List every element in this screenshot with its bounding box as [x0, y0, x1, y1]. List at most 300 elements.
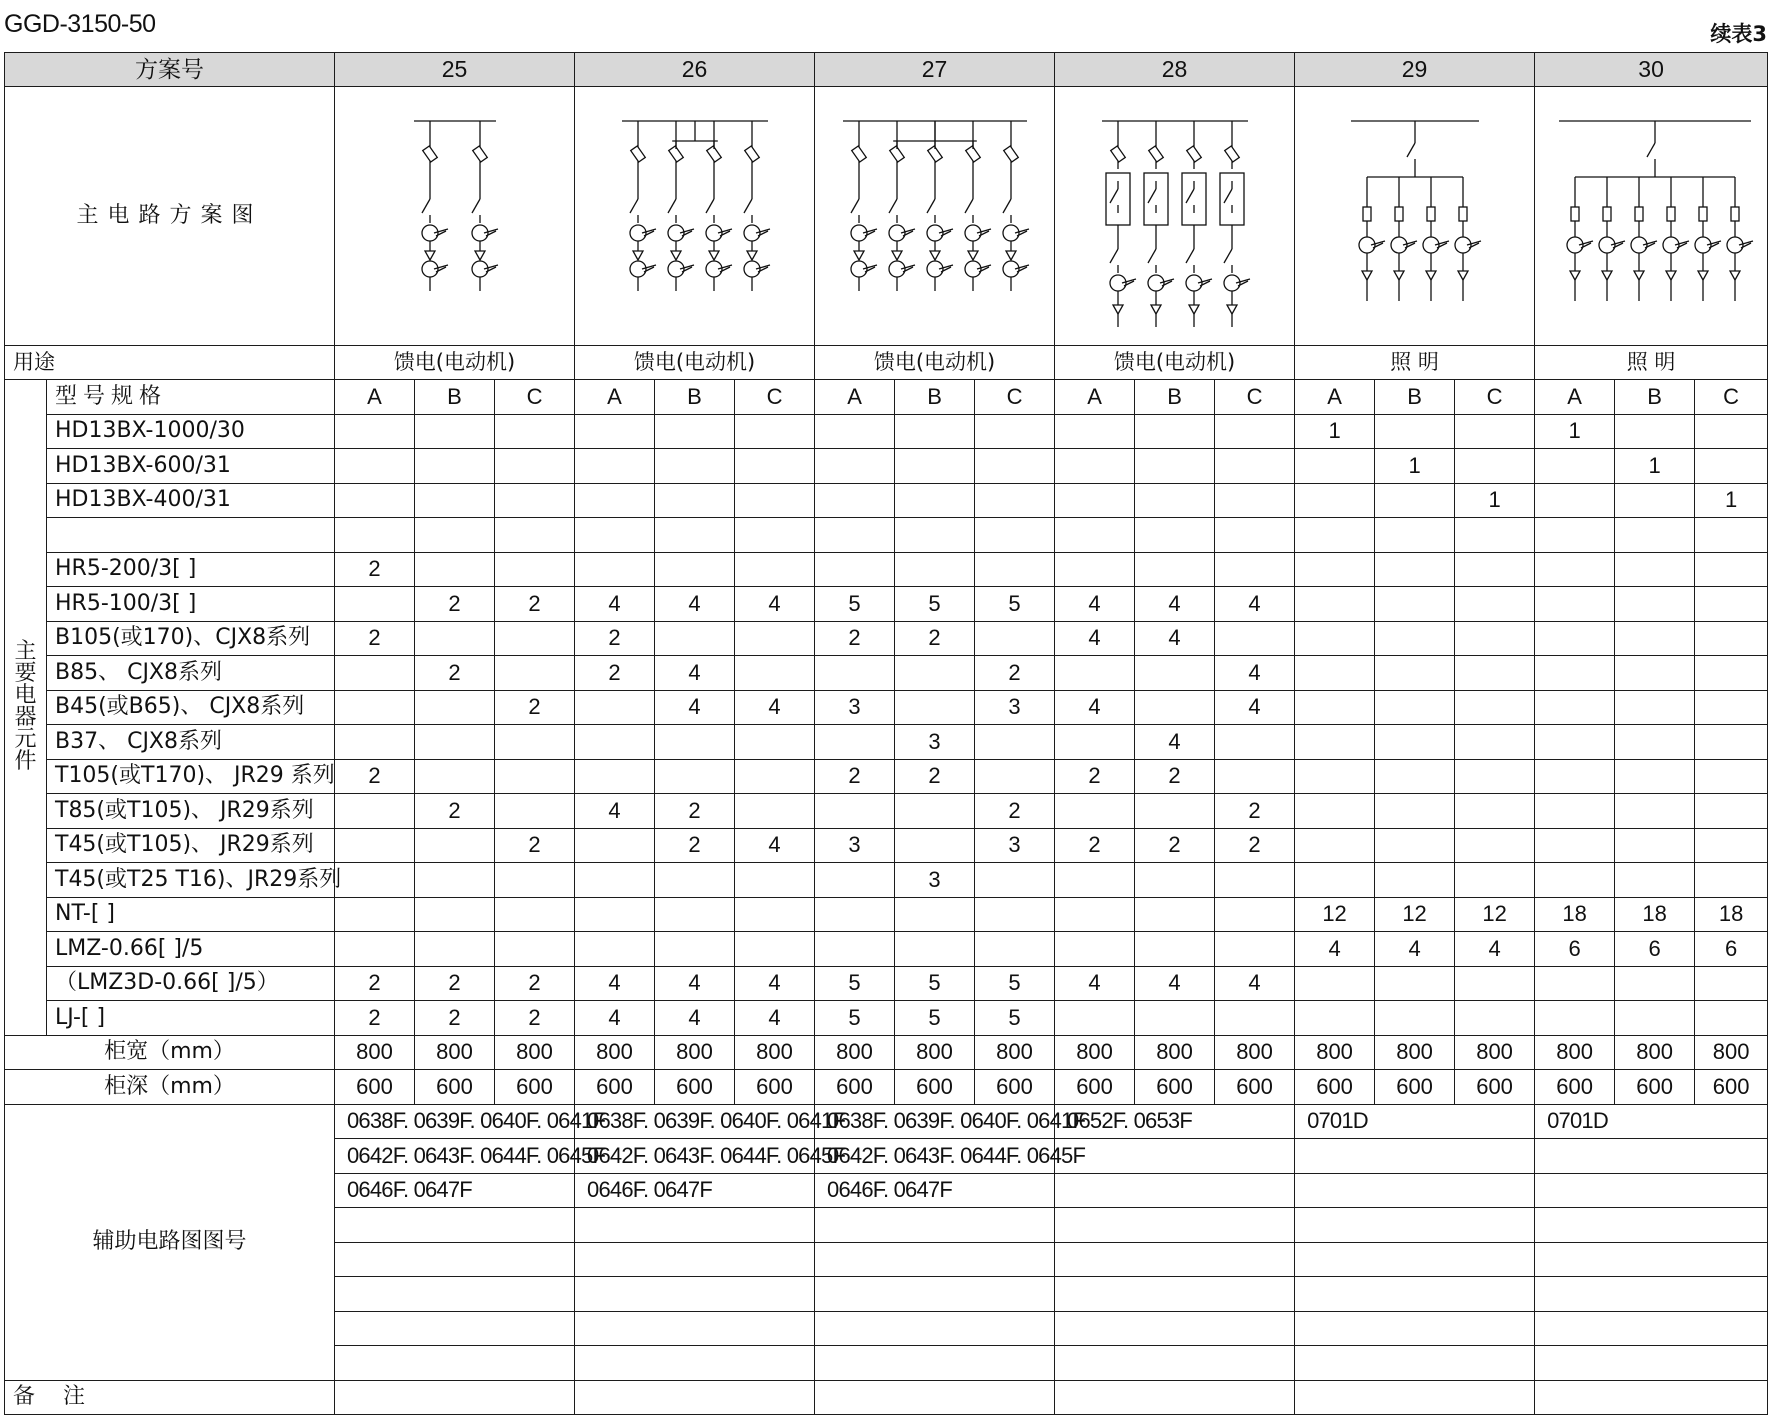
usage-row — [5, 346, 1768, 380]
component-qty — [975, 863, 1055, 898]
component-qty — [1615, 725, 1695, 760]
component-qty — [1055, 863, 1135, 898]
cabinet-width-row-value: 800 — [655, 1035, 735, 1070]
component-qty: 2 — [415, 656, 495, 691]
component-qty — [415, 690, 495, 725]
component-qty — [1375, 1001, 1455, 1036]
aux-circuit-code — [1295, 1173, 1535, 1208]
cabinet-depth-row-value: 600 — [815, 1070, 895, 1105]
component-qty: 12 — [1455, 897, 1535, 932]
component-qty — [815, 932, 895, 967]
component-qty: 4 — [655, 690, 735, 725]
circuit-diagram-3 — [815, 87, 1055, 346]
sub-column-header: B — [655, 380, 735, 415]
component-qty — [1055, 897, 1135, 932]
aux-circuit-code — [1055, 1311, 1295, 1346]
component-qty — [1615, 1001, 1695, 1036]
diagram-label: 主电路方案图 — [5, 87, 335, 346]
component-qty — [575, 552, 655, 587]
component-name: HD13BX-400/31 — [47, 483, 335, 518]
cabinet-depth-row-value: 600 — [1375, 1070, 1455, 1105]
aux-circuit-code: 0701D — [1295, 1104, 1535, 1139]
aux-circuit-code — [575, 1242, 815, 1277]
single-line-diagram — [575, 91, 815, 341]
component-qty: 12 — [1295, 897, 1375, 932]
component-qty: 2 — [975, 794, 1055, 829]
component-qty — [1375, 483, 1455, 518]
component-qty: 2 — [335, 552, 415, 587]
component-qty — [895, 897, 975, 932]
component-qty — [1615, 690, 1695, 725]
component-qty: 4 — [735, 966, 815, 1001]
component-qty — [495, 449, 575, 484]
component-qty: 3 — [975, 690, 1055, 725]
component-name: T85(或T105)、 JR29系列 — [47, 794, 335, 829]
component-qty: 4 — [1135, 587, 1215, 622]
component-qty — [655, 863, 735, 898]
cabinet-width-row-value: 800 — [815, 1035, 895, 1070]
component-qty — [975, 552, 1055, 587]
component-qty: 2 — [495, 1001, 575, 1036]
aux-circuit-code: 0646F. 0647F — [815, 1173, 1055, 1208]
component-qty — [1055, 414, 1135, 449]
single-line-diagram — [335, 91, 575, 341]
component-row — [5, 794, 1768, 829]
component-qty — [1135, 483, 1215, 518]
component-qty — [1695, 690, 1768, 725]
component-qty — [1455, 966, 1535, 1001]
component-qty — [655, 483, 735, 518]
component-qty: 2 — [1215, 828, 1295, 863]
component-qty — [1055, 518, 1135, 553]
component-qty — [415, 483, 495, 518]
component-qty — [575, 690, 655, 725]
component-qty — [1055, 449, 1135, 484]
scheme-label: 方案号 — [5, 53, 335, 87]
component-qty — [975, 414, 1055, 449]
sub-column-header: A — [815, 380, 895, 415]
aux-circuit-code — [1535, 1242, 1768, 1277]
component-qty — [575, 759, 655, 794]
component-qty — [1695, 966, 1768, 1001]
component-qty: 2 — [895, 621, 975, 656]
component-qty — [1615, 759, 1695, 794]
component-name: （LMZ3D-0.66[ ]/5） — [47, 966, 335, 1001]
sub-column-header: C — [1695, 380, 1768, 415]
component-name: B45(或B65)、 CJX8系列 — [47, 690, 335, 725]
component-qty — [495, 621, 575, 656]
circuit-diagram-1 — [335, 87, 575, 346]
component-qty — [335, 587, 415, 622]
component-qty — [415, 621, 495, 656]
component-qty — [815, 863, 895, 898]
component-qty — [1215, 518, 1295, 553]
aux-circuit-code — [335, 1242, 575, 1277]
component-qty — [415, 897, 495, 932]
cabinet-depth-row-value: 600 — [1215, 1070, 1295, 1105]
component-qty — [655, 518, 735, 553]
component-name: HD13BX-600/31 — [47, 449, 335, 484]
remarks-cell — [575, 1380, 815, 1415]
component-qty: 4 — [1055, 690, 1135, 725]
component-qty — [1055, 552, 1135, 587]
component-qty: 5 — [895, 1001, 975, 1036]
main-components-label — [5, 380, 47, 1036]
component-name: NT-[ ] — [47, 897, 335, 932]
aux-circuit-code — [335, 1346, 575, 1381]
single-line-diagram — [1295, 91, 1535, 341]
component-name: B85、 CJX8系列 — [47, 656, 335, 691]
component-row — [5, 414, 1768, 449]
circuit-diagram-2 — [575, 87, 815, 346]
component-qty — [1455, 690, 1535, 725]
component-row — [5, 518, 1768, 553]
aux-circuit-code: 0642F. 0643F. 0644F. 0645F — [815, 1139, 1055, 1174]
component-qty — [1455, 518, 1535, 553]
aux-circuit-code: 0638F. 0639F. 0640F. 0641F — [815, 1104, 1055, 1139]
component-qty — [655, 552, 735, 587]
component-qty: 5 — [975, 587, 1055, 622]
aux-circuit-code — [815, 1346, 1055, 1381]
component-qty — [1295, 725, 1375, 760]
component-qty: 1 — [1695, 483, 1768, 518]
component-qty — [1695, 828, 1768, 863]
component-qty — [575, 932, 655, 967]
component-qty — [1135, 449, 1215, 484]
component-qty — [975, 897, 1055, 932]
component-qty — [1455, 587, 1535, 622]
component-qty — [1615, 518, 1695, 553]
component-qty: 1 — [1535, 414, 1615, 449]
component-qty: 2 — [495, 587, 575, 622]
component-qty: 4 — [1055, 621, 1135, 656]
component-qty — [415, 552, 495, 587]
component-qty: 4 — [655, 656, 735, 691]
cabinet-depth-row-value: 600 — [895, 1070, 975, 1105]
component-qty — [415, 759, 495, 794]
component-qty — [735, 794, 815, 829]
component-qty: 4 — [1215, 690, 1295, 725]
component-qty: 5 — [975, 966, 1055, 1001]
component-qty — [1375, 828, 1455, 863]
aux-circuit-code — [1295, 1139, 1535, 1174]
component-qty — [495, 794, 575, 829]
component-name: T45(或T25 T16)、JR29系列 — [47, 863, 335, 898]
component-qty — [1375, 794, 1455, 829]
component-qty: 2 — [335, 966, 415, 1001]
component-qty — [335, 483, 415, 518]
aux-circuit-code — [1535, 1173, 1768, 1208]
remarks-cell — [335, 1380, 575, 1415]
aux-circuit-code — [1055, 1173, 1295, 1208]
component-qty: 2 — [975, 656, 1055, 691]
component-qty — [575, 863, 655, 898]
usage-value: 馈电(电动机) — [815, 346, 1055, 380]
component-row — [5, 725, 1768, 760]
aux-circuit-code — [1055, 1208, 1295, 1243]
circuit-diagram-6 — [1535, 87, 1768, 346]
component-qty — [1535, 794, 1615, 829]
component-qty — [1135, 552, 1215, 587]
component-qty: 4 — [1055, 587, 1135, 622]
component-qty — [655, 932, 735, 967]
component-qty: 5 — [975, 1001, 1055, 1036]
component-name: LMZ-0.66[ ]/5 — [47, 932, 335, 967]
component-qty — [1375, 587, 1455, 622]
component-qty — [1295, 587, 1375, 622]
component-qty — [1055, 794, 1135, 829]
component-qty — [495, 759, 575, 794]
component-qty — [1535, 621, 1615, 656]
component-qty: 4 — [1295, 932, 1375, 967]
component-qty — [1455, 621, 1535, 656]
component-qty — [1215, 725, 1295, 760]
cabinet-width-row-value: 800 — [1295, 1035, 1375, 1070]
component-qty: 2 — [655, 794, 735, 829]
cabinet-depth-row-value: 600 — [1695, 1070, 1768, 1105]
component-qty: 4 — [735, 587, 815, 622]
component-qty — [975, 759, 1055, 794]
aux-circuit-code: 0652F. 0653F — [1055, 1104, 1295, 1139]
component-name — [47, 518, 335, 553]
component-qty — [1055, 725, 1135, 760]
component-qty: 5 — [895, 587, 975, 622]
aux-circuit-code — [575, 1277, 815, 1312]
sub-column-header: C — [735, 380, 815, 415]
usage-value: 照 明 — [1295, 346, 1535, 380]
component-qty: 3 — [815, 828, 895, 863]
component-qty — [335, 725, 415, 760]
aux-circuit-code — [1295, 1242, 1535, 1277]
aux-circuit-code — [1295, 1311, 1535, 1346]
sub-column-header: C — [1455, 380, 1535, 415]
component-qty — [1055, 656, 1135, 691]
component-qty — [1695, 621, 1768, 656]
component-qty — [895, 656, 975, 691]
component-qty — [575, 828, 655, 863]
cabinet-depth-row-value: 600 — [735, 1070, 815, 1105]
component-qty — [655, 897, 735, 932]
cabinet-width-row-value: 800 — [415, 1035, 495, 1070]
cabinet-depth-row-value: 600 — [1295, 1070, 1375, 1105]
sub-column-header: B — [415, 380, 495, 415]
component-qty: 6 — [1535, 932, 1615, 967]
component-qty — [1455, 656, 1535, 691]
component-qty — [1615, 483, 1695, 518]
component-qty — [1695, 1001, 1768, 1036]
usage-label: 用途 — [5, 346, 335, 380]
usage-value: 馈电(电动机) — [335, 346, 575, 380]
aux-circuit-code — [335, 1311, 575, 1346]
aux-circuit-label: 辅助电路图图号 — [5, 1104, 335, 1380]
aux-circuit-code — [815, 1242, 1055, 1277]
scheme-number: 28 — [1055, 53, 1295, 87]
component-qty — [1295, 828, 1375, 863]
scheme-number: 26 — [575, 53, 815, 87]
component-qty — [495, 414, 575, 449]
component-qty: 2 — [335, 759, 415, 794]
component-qty — [1615, 552, 1695, 587]
cabinet-depth-row-value: 600 — [415, 1070, 495, 1105]
aux-circuit-code — [815, 1311, 1055, 1346]
component-qty — [1615, 414, 1695, 449]
component-qty — [735, 518, 815, 553]
component-qty — [335, 828, 415, 863]
component-qty — [575, 414, 655, 449]
component-qty — [815, 794, 895, 829]
component-qty — [735, 863, 815, 898]
component-qty — [975, 483, 1055, 518]
cabinet-width-row-value: 800 — [895, 1035, 975, 1070]
component-qty: 2 — [495, 966, 575, 1001]
component-qty — [815, 897, 895, 932]
component-qty: 18 — [1695, 897, 1768, 932]
component-qty — [1295, 794, 1375, 829]
component-qty — [1295, 656, 1375, 691]
component-qty — [655, 414, 735, 449]
component-qty — [1695, 587, 1768, 622]
component-qty: 2 — [575, 656, 655, 691]
sub-column-header: C — [975, 380, 1055, 415]
component-qty — [1375, 725, 1455, 760]
component-qty — [495, 656, 575, 691]
component-qty — [1615, 621, 1695, 656]
component-qty — [1215, 449, 1295, 484]
component-qty: 3 — [975, 828, 1055, 863]
component-qty — [335, 414, 415, 449]
component-qty — [1535, 518, 1615, 553]
component-row — [5, 449, 1768, 484]
component-row — [5, 483, 1768, 518]
component-qty — [415, 932, 495, 967]
aux-circuit-code — [1295, 1208, 1535, 1243]
component-qty: 2 — [1135, 759, 1215, 794]
component-qty — [1455, 759, 1535, 794]
component-qty: 4 — [1055, 966, 1135, 1001]
aux-circuit-code: 0642F. 0643F. 0644F. 0645F — [575, 1139, 815, 1174]
component-qty: 4 — [1135, 621, 1215, 656]
component-row — [5, 552, 1768, 587]
component-qty: 1 — [1375, 449, 1455, 484]
cabinet-width-row-value: 800 — [1535, 1035, 1615, 1070]
component-qty: 5 — [815, 966, 895, 1001]
scheme-table — [4, 52, 1768, 1415]
component-row — [5, 828, 1768, 863]
group-label-char: 器 — [14, 705, 37, 731]
aux-circuit-code: 0701D — [1535, 1104, 1768, 1139]
component-qty — [1375, 690, 1455, 725]
component-qty — [1455, 1001, 1535, 1036]
component-name: HR5-100/3[ ] — [47, 587, 335, 622]
component-qty — [815, 656, 895, 691]
single-line-diagram — [815, 91, 1055, 341]
component-qty — [1535, 966, 1615, 1001]
component-qty — [1215, 897, 1295, 932]
component-qty — [495, 863, 575, 898]
component-qty — [335, 656, 415, 691]
component-qty — [1135, 794, 1215, 829]
document-title: GGD-3150-50 — [4, 10, 156, 38]
component-qty — [1615, 966, 1695, 1001]
component-qty — [1695, 449, 1768, 484]
component-qty: 2 — [1215, 794, 1295, 829]
component-qty: 4 — [575, 587, 655, 622]
component-qty — [735, 414, 815, 449]
component-qty — [895, 483, 975, 518]
component-qty: 4 — [655, 587, 735, 622]
sub-column-header: A — [575, 380, 655, 415]
component-qty: 2 — [1055, 759, 1135, 794]
component-qty: 4 — [575, 966, 655, 1001]
component-qty: 12 — [1375, 897, 1455, 932]
cabinet-depth-row-label: 柜深（mm） — [5, 1070, 335, 1105]
component-row — [5, 690, 1768, 725]
component-qty: 2 — [575, 621, 655, 656]
component-qty — [1135, 414, 1215, 449]
aux-circuit-code — [1535, 1346, 1768, 1381]
component-qty — [1535, 759, 1615, 794]
component-qty — [975, 932, 1055, 967]
aux-circuit-code: 0646F. 0647F — [575, 1173, 815, 1208]
component-qty: 1 — [1455, 483, 1535, 518]
component-qty: 2 — [895, 759, 975, 794]
component-qty — [1375, 863, 1455, 898]
aux-circuit-code — [1535, 1311, 1768, 1346]
cabinet-depth-row-value: 600 — [495, 1070, 575, 1105]
sub-column-header: A — [1055, 380, 1135, 415]
component-qty — [1535, 863, 1615, 898]
component-qty: 4 — [575, 794, 655, 829]
component-row — [5, 897, 1768, 932]
component-qty — [1215, 621, 1295, 656]
component-row — [5, 1001, 1768, 1036]
component-qty — [575, 483, 655, 518]
component-qty: 2 — [815, 759, 895, 794]
component-qty — [1695, 863, 1768, 898]
cabinet-depth-row-value: 600 — [1455, 1070, 1535, 1105]
component-qty — [815, 725, 895, 760]
component-qty — [1535, 587, 1615, 622]
component-qty — [815, 483, 895, 518]
cabinet-depth-row — [5, 1070, 1768, 1105]
component-row — [5, 587, 1768, 622]
component-qty — [1375, 621, 1455, 656]
component-name: B37、 CJX8系列 — [47, 725, 335, 760]
component-qty — [975, 725, 1055, 760]
cabinet-width-row-value: 800 — [1135, 1035, 1215, 1070]
component-qty: 2 — [495, 690, 575, 725]
component-qty: 4 — [735, 1001, 815, 1036]
component-qty — [1295, 690, 1375, 725]
component-qty — [1455, 414, 1535, 449]
component-qty — [655, 621, 735, 656]
component-qty: 2 — [415, 1001, 495, 1036]
component-qty — [1295, 621, 1375, 656]
component-qty — [1535, 828, 1615, 863]
component-qty — [415, 828, 495, 863]
cabinet-depth-row-value: 600 — [655, 1070, 735, 1105]
component-qty — [415, 414, 495, 449]
cabinet-depth-row-value: 600 — [1055, 1070, 1135, 1105]
component-qty — [1055, 932, 1135, 967]
cabinet-depth-row-value: 600 — [1135, 1070, 1215, 1105]
component-qty — [335, 690, 415, 725]
component-qty — [1375, 966, 1455, 1001]
sub-column-header: A — [1535, 380, 1615, 415]
cabinet-width-row-value: 800 — [975, 1035, 1055, 1070]
cabinet-width-row — [5, 1035, 1768, 1070]
component-qty — [975, 449, 1055, 484]
